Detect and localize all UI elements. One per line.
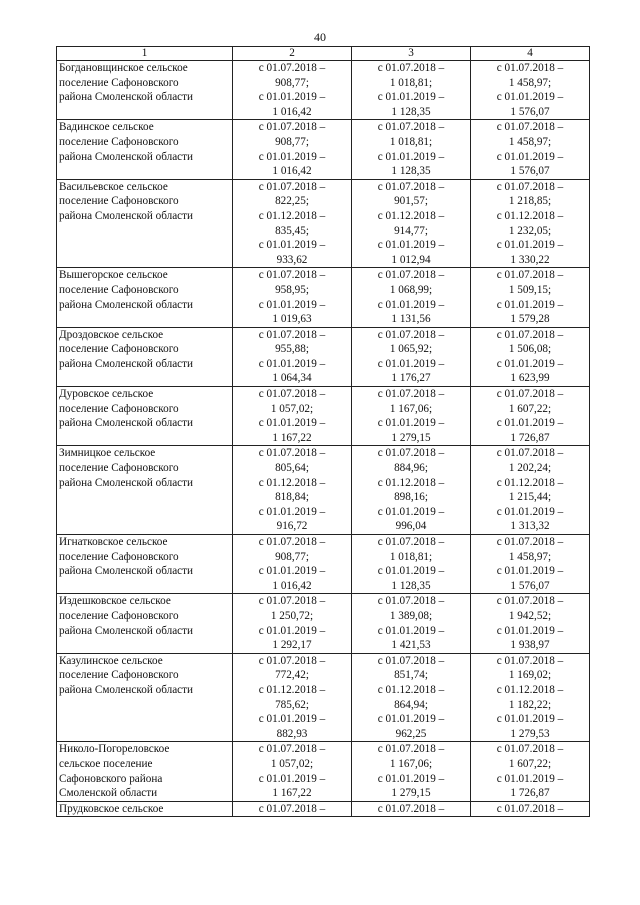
tariff-line: с 01.01.2019 – xyxy=(258,239,326,252)
column-header-4: 4 xyxy=(471,47,590,61)
settlement-name-line: сельское поселение xyxy=(59,757,153,770)
tariff-line: 1 292,17 xyxy=(272,639,312,652)
tariff-line: с 01.07.2018 – xyxy=(377,121,445,134)
table-row xyxy=(57,61,590,120)
tariff-line: с 01.12.2018 – xyxy=(258,209,326,222)
settlement-name-line: района Смоленской области xyxy=(59,357,194,370)
tariff-cell-col3 xyxy=(352,653,471,742)
table-row xyxy=(57,801,590,817)
tariff-line: 805,64; xyxy=(275,462,309,475)
tariff-line: с 01.01.2019 – xyxy=(496,565,564,578)
tariff-line: с 01.07.2018 – xyxy=(258,447,326,460)
tariff-line: с 01.01.2019 – xyxy=(377,357,445,370)
tariff-line: 1 942,52; xyxy=(508,609,552,622)
tariff-line: 1 068,99; xyxy=(389,283,433,296)
tariff-line: с 01.07.2018 – xyxy=(496,121,564,134)
settlement-name-line: района Смоленской области xyxy=(59,565,194,578)
tariff-line: с 01.07.2018 – xyxy=(377,328,445,341)
tariff-line: с 01.12.2018 – xyxy=(496,476,564,489)
tariff-line: с 01.01.2019 – xyxy=(377,505,445,518)
tariff-line: с 01.12.2018 – xyxy=(258,476,326,489)
tariff-line: с 01.01.2019 – xyxy=(258,713,326,726)
tariff-line: с 01.01.2019 – xyxy=(496,298,564,311)
settlement-name-cell xyxy=(57,268,233,327)
tariff-cell-col3 xyxy=(352,742,471,801)
tariff-cell-col4 xyxy=(471,742,590,801)
tariff-cell-col2 xyxy=(233,653,352,742)
settlement-name-line: Сафоновского района xyxy=(59,772,163,785)
tariff-line: с 01.07.2018 – xyxy=(496,447,564,460)
settlement-name-line: района Смоленской области xyxy=(59,417,194,430)
tariff-line: 1 167,06; xyxy=(389,402,433,415)
settlement-name-line: Вышегорское сельское xyxy=(59,269,168,282)
tariff-cell-col3 xyxy=(352,446,471,535)
tariff-line: 1 131,56 xyxy=(391,313,431,326)
tariff-cell-col4 xyxy=(471,535,590,594)
tariff-line: 1 330,22 xyxy=(510,253,550,266)
tariff-cell-col4 xyxy=(471,446,590,535)
tariff-cell-col4 xyxy=(471,61,590,120)
tariff-line: 785,62; xyxy=(275,698,309,711)
tariff-line: с 01.07.2018 – xyxy=(496,536,564,548)
tariff-line: с 01.07.2018 – xyxy=(258,743,326,756)
page-number: 40 xyxy=(314,30,326,44)
settlement-name-line: района Смоленской области xyxy=(59,298,194,311)
tariff-cell-col3 xyxy=(352,801,471,817)
column-header-2: 2 xyxy=(233,47,352,61)
table-row xyxy=(57,446,590,535)
tariff-table xyxy=(56,46,590,817)
tariff-line: 1 607,22; xyxy=(508,757,552,770)
table-row xyxy=(57,594,590,653)
tariff-line: с 01.01.2019 – xyxy=(496,150,564,163)
tariff-line: 1 458,97; xyxy=(508,76,552,89)
tariff-line: 1 169,02; xyxy=(508,669,552,682)
tariff-line: 1 576,07 xyxy=(510,165,550,178)
tariff-line: 1 576,07 xyxy=(510,105,550,118)
tariff-cell-col2 xyxy=(233,446,352,535)
tariff-line: с 01.01.2019 – xyxy=(496,417,564,430)
tariff-line: с 01.01.2019 – xyxy=(258,357,326,370)
tariff-line: 1 202,24; xyxy=(508,462,552,475)
tariff-cell-col4 xyxy=(471,268,590,327)
tariff-line: с 01.07.2018 – xyxy=(258,121,326,134)
tariff-line: 955,88; xyxy=(275,343,309,356)
settlement-name-cell xyxy=(57,120,233,179)
tariff-line: с 01.12.2018 – xyxy=(377,683,445,696)
tariff-line: 914,77; xyxy=(394,224,428,237)
settlement-name-line: Николо-Погореловское xyxy=(59,743,170,756)
tariff-cell-col3 xyxy=(352,535,471,594)
tariff-line: с 01.01.2019 – xyxy=(496,91,564,104)
settlement-name-cell xyxy=(57,594,233,653)
tariff-line: 1 509,15; xyxy=(508,283,552,296)
tariff-line: с 01.07.2018 – xyxy=(258,388,326,401)
tariff-line: 1 167,22 xyxy=(272,787,312,800)
tariff-line: 1 018,81; xyxy=(389,135,433,148)
tariff-line: с 01.01.2019 – xyxy=(377,417,445,430)
tariff-line: с 01.01.2019 – xyxy=(258,772,326,785)
tariff-line: с 01.01.2019 – xyxy=(377,91,445,104)
tariff-line: с 01.01.2019 – xyxy=(258,624,326,637)
tariff-line: с 01.07.2018 – xyxy=(496,802,564,815)
settlement-name-line: поселение Сафоновского xyxy=(59,135,179,148)
tariff-line: 1 218,85; xyxy=(508,195,552,208)
tariff-line: 1 128,35 xyxy=(391,579,431,592)
tariff-line: с 01.07.2018 – xyxy=(258,802,326,815)
tariff-cell-col2 xyxy=(233,535,352,594)
tariff-line: с 01.01.2019 – xyxy=(496,713,564,726)
settlement-name-line: поселение Сафоновского xyxy=(59,609,179,622)
tariff-line: 851,74; xyxy=(394,669,428,682)
tariff-line: 1 176,27 xyxy=(391,372,431,385)
tariff-line: с 01.01.2019 – xyxy=(496,772,564,785)
tariff-line: 898,16; xyxy=(394,491,428,504)
tariff-line: 1 128,35 xyxy=(391,105,431,118)
tariff-line: 916,72 xyxy=(276,520,308,533)
tariff-line: 1 182,22; xyxy=(508,698,552,711)
tariff-line: 1 057,02; xyxy=(270,402,314,415)
settlement-name-cell xyxy=(57,327,233,386)
settlement-name-cell xyxy=(57,535,233,594)
tariff-line: с 01.07.2018 – xyxy=(258,180,326,193)
tariff-cell-col4 xyxy=(471,387,590,446)
tariff-line: с 01.12.2018 – xyxy=(258,683,326,696)
tariff-cell-col2 xyxy=(233,801,352,817)
tariff-line: 1 250,72; xyxy=(270,609,314,622)
column-header-1: 1 xyxy=(57,47,233,61)
settlement-name-line: Дуровское сельское xyxy=(59,388,154,401)
table-row xyxy=(57,327,590,386)
tariff-line: 1 623,99 xyxy=(510,372,550,385)
tariff-line: с 01.01.2019 – xyxy=(377,624,445,637)
tariff-line: с 01.12.2018 – xyxy=(496,209,564,222)
tariff-line: с 01.01.2019 – xyxy=(377,565,445,578)
table-row xyxy=(57,387,590,446)
tariff-line: 996,04 xyxy=(395,520,427,533)
tariff-line: с 01.07.2018 – xyxy=(496,269,564,282)
tariff-line: с 01.01.2019 – xyxy=(377,713,445,726)
settlement-name-line: поселение Сафоновского xyxy=(59,550,179,563)
tariff-line: 933,62 xyxy=(276,253,308,266)
tariff-cell-col2 xyxy=(233,268,352,327)
settlement-name-line: поселение Сафоновского xyxy=(59,462,179,475)
tariff-cell-col2 xyxy=(233,61,352,120)
tariff-line: с 01.07.2018 – xyxy=(496,654,564,667)
tariff-line: 1 458,97; xyxy=(508,135,552,148)
settlement-name-line: района Смоленской области xyxy=(59,209,194,222)
settlement-name-line: поселение Сафоновского xyxy=(59,195,179,208)
tariff-line: с 01.07.2018 – xyxy=(496,388,564,401)
settlement-name-line: района Смоленской области xyxy=(59,150,194,163)
tariff-cell-col2 xyxy=(233,120,352,179)
tariff-line: с 01.07.2018 – xyxy=(377,388,445,401)
tariff-line: с 01.07.2018 – xyxy=(377,536,445,548)
settlement-name-line: поселение Сафоновского xyxy=(59,343,179,356)
tariff-cell-col4 xyxy=(471,653,590,742)
tariff-line: с 01.01.2019 – xyxy=(258,565,326,578)
tariff-line: с 01.07.2018 – xyxy=(496,62,564,74)
tariff-line: с 01.01.2019 – xyxy=(377,239,445,252)
tariff-line: с 01.07.2018 – xyxy=(258,595,326,608)
tariff-line: 818,84; xyxy=(275,491,309,504)
tariff-line: с 01.07.2018 – xyxy=(377,802,445,815)
tariff-line: 1 128,35 xyxy=(391,165,431,178)
settlement-name-line: Игнатковское сельское xyxy=(59,536,168,548)
tariff-line: 835,45; xyxy=(275,224,309,237)
tariff-line: с 01.07.2018 – xyxy=(377,654,445,667)
settlement-name-line: района Смоленской области xyxy=(59,683,194,696)
tariff-line: 864,94; xyxy=(394,698,428,711)
tariff-cell-col3 xyxy=(352,61,471,120)
tariff-line: с 01.01.2019 – xyxy=(496,357,564,370)
tariff-line: 1 389,08; xyxy=(389,609,433,622)
tariff-line: 1 506,08; xyxy=(508,343,552,356)
settlement-name-line: района Смоленской области xyxy=(59,91,194,104)
tariff-line: с 01.07.2018 – xyxy=(377,269,445,282)
tariff-line: с 01.07.2018 – xyxy=(377,447,445,460)
tariff-line: с 01.07.2018 – xyxy=(496,743,564,756)
tariff-line: 882,93 xyxy=(276,727,308,740)
tariff-line: с 01.12.2018 – xyxy=(377,476,445,489)
tariff-line: 1 938,97 xyxy=(510,639,550,652)
tariff-line: 1 421,53 xyxy=(391,639,431,652)
tariff-line: с 01.01.2019 – xyxy=(377,150,445,163)
settlement-name-cell xyxy=(57,742,233,801)
table-body xyxy=(57,61,590,817)
tariff-cell-col3 xyxy=(352,268,471,327)
tariff-line: с 01.07.2018 – xyxy=(258,654,326,667)
tariff-line: с 01.07.2018 – xyxy=(496,328,564,341)
settlement-name-line: района Смоленской области xyxy=(59,624,194,637)
tariff-cell-col3 xyxy=(352,327,471,386)
tariff-cell-col2 xyxy=(233,387,352,446)
table-header-row xyxy=(57,47,590,61)
tariff-cell-col3 xyxy=(352,179,471,268)
tariff-line: 1 016,42 xyxy=(272,165,312,178)
tariff-line: 1 016,42 xyxy=(272,579,312,592)
table-row xyxy=(57,179,590,268)
tariff-cell-col2 xyxy=(233,594,352,653)
tariff-line: с 01.01.2019 – xyxy=(377,772,445,785)
tariff-line: 1 016,42 xyxy=(272,105,312,118)
tariff-line: 1 313,32 xyxy=(510,520,550,533)
settlement-name-cell xyxy=(57,61,233,120)
tariff-line: 822,25; xyxy=(275,195,309,208)
settlement-name-line: поселение Сафоновского xyxy=(59,669,179,682)
tariff-line: 1 726,87 xyxy=(510,431,550,444)
settlement-name-line: Васильевское сельское xyxy=(59,180,168,193)
tariff-line: 1 458,97; xyxy=(508,550,552,563)
tariff-line: 1 167,06; xyxy=(389,757,433,770)
settlement-name-line: Смоленской области xyxy=(59,787,158,800)
settlement-name-line: Зимницкое сельское xyxy=(59,447,156,460)
tariff-line: 901,57; xyxy=(394,195,428,208)
tariff-line: 1 019,63 xyxy=(272,313,312,326)
tariff-line: с 01.07.2018 – xyxy=(377,180,445,193)
tariff-line: 1 279,53 xyxy=(510,727,550,740)
tariff-line: с 01.01.2019 – xyxy=(258,417,326,430)
settlement-name-line: Дроздовское сельское xyxy=(59,328,164,341)
settlement-name-line: Прудковское сельское xyxy=(59,802,164,815)
tariff-line: с 01.01.2019 – xyxy=(496,239,564,252)
tariff-line: 1 167,22 xyxy=(272,431,312,444)
settlement-name-line: Вадинское сельское xyxy=(59,121,154,134)
tariff-cell-col2 xyxy=(233,742,352,801)
tariff-line: 962,25 xyxy=(395,727,427,740)
tariff-line: с 01.07.2018 – xyxy=(258,269,326,282)
tariff-cell-col2 xyxy=(233,179,352,268)
settlement-name-cell xyxy=(57,179,233,268)
tariff-cell-col4 xyxy=(471,801,590,817)
table-row xyxy=(57,268,590,327)
tariff-line: с 01.01.2019 – xyxy=(258,298,326,311)
table-row xyxy=(57,742,590,801)
settlement-name-line: района Смоленской области xyxy=(59,476,194,489)
tariff-line: с 01.01.2019 – xyxy=(258,150,326,163)
tariff-line: 1 232,05; xyxy=(508,224,552,237)
tariff-line: с 01.01.2019 – xyxy=(258,91,326,104)
tariff-line: 1 576,07 xyxy=(510,579,550,592)
tariff-line: 1 607,22; xyxy=(508,402,552,415)
tariff-line: с 01.01.2019 – xyxy=(496,624,564,637)
tariff-line: с 01.07.2018 – xyxy=(258,62,326,74)
tariff-line: 908,77; xyxy=(275,135,309,148)
tariff-line: с 01.12.2018 – xyxy=(377,209,445,222)
tariff-line: с 01.07.2018 – xyxy=(496,595,564,608)
settlement-name-cell xyxy=(57,653,233,742)
tariff-line: 1 215,44; xyxy=(508,491,552,504)
settlement-name-line: Издешковское сельское xyxy=(59,595,171,608)
tariff-line: с 01.07.2018 – xyxy=(377,595,445,608)
tariff-line: 1 057,02; xyxy=(270,757,314,770)
tariff-line: с 01.01.2019 – xyxy=(496,505,564,518)
settlement-name-line: поселение Сафоновского xyxy=(59,76,179,89)
tariff-line: 908,77; xyxy=(275,76,309,89)
settlement-name-line: поселение Сафоновского xyxy=(59,283,179,296)
tariff-cell-col4 xyxy=(471,594,590,653)
tariff-line: 908,77; xyxy=(275,550,309,563)
tariff-cell-col4 xyxy=(471,120,590,179)
tariff-line: 884,96; xyxy=(394,462,428,475)
tariff-cell-col3 xyxy=(352,594,471,653)
tariff-line: с 01.07.2018 – xyxy=(377,62,445,74)
tariff-line: 1 012,94 xyxy=(391,253,431,266)
settlement-name-line: поселение Сафоновского xyxy=(59,402,179,415)
tariff-cell-col4 xyxy=(471,327,590,386)
tariff-cell-col2 xyxy=(233,327,352,386)
settlement-name-line: Казулинское сельское xyxy=(59,654,163,667)
tariff-line: 1 579,28 xyxy=(510,313,550,326)
settlement-name-line: Богдановщинское сельское xyxy=(59,62,188,74)
tariff-line: 772,42; xyxy=(275,669,309,682)
tariff-line: с 01.07.2018 – xyxy=(377,743,445,756)
tariff-line: с 01.07.2018 – xyxy=(258,328,326,341)
table-row xyxy=(57,653,590,742)
tariff-line: с 01.12.2018 – xyxy=(496,683,564,696)
settlement-name-cell xyxy=(57,446,233,535)
tariff-cell-col3 xyxy=(352,387,471,446)
table-row xyxy=(57,120,590,179)
table-row xyxy=(57,535,590,594)
column-header-3: 3 xyxy=(352,47,471,61)
tariff-line: с 01.07.2018 – xyxy=(258,536,326,548)
tariff-line: 1 065,92; xyxy=(389,343,433,356)
tariff-line: с 01.01.2019 – xyxy=(258,505,326,518)
tariff-line: 1 018,81; xyxy=(389,550,433,563)
settlement-name-cell xyxy=(57,801,233,817)
tariff-line: 1 279,15 xyxy=(391,787,431,800)
tariff-line: 1 064,34 xyxy=(272,372,312,385)
tariff-line: 1 726,87 xyxy=(510,787,550,800)
tariff-cell-col3 xyxy=(352,120,471,179)
settlement-name-cell xyxy=(57,387,233,446)
tariff-line: 1 279,15 xyxy=(391,431,431,444)
tariff-line: 958,95; xyxy=(275,283,309,296)
tariff-cell-col4 xyxy=(471,179,590,268)
tariff-line: с 01.01.2019 – xyxy=(377,298,445,311)
tariff-line: с 01.07.2018 – xyxy=(496,180,564,193)
tariff-line: 1 018,81; xyxy=(389,76,433,89)
